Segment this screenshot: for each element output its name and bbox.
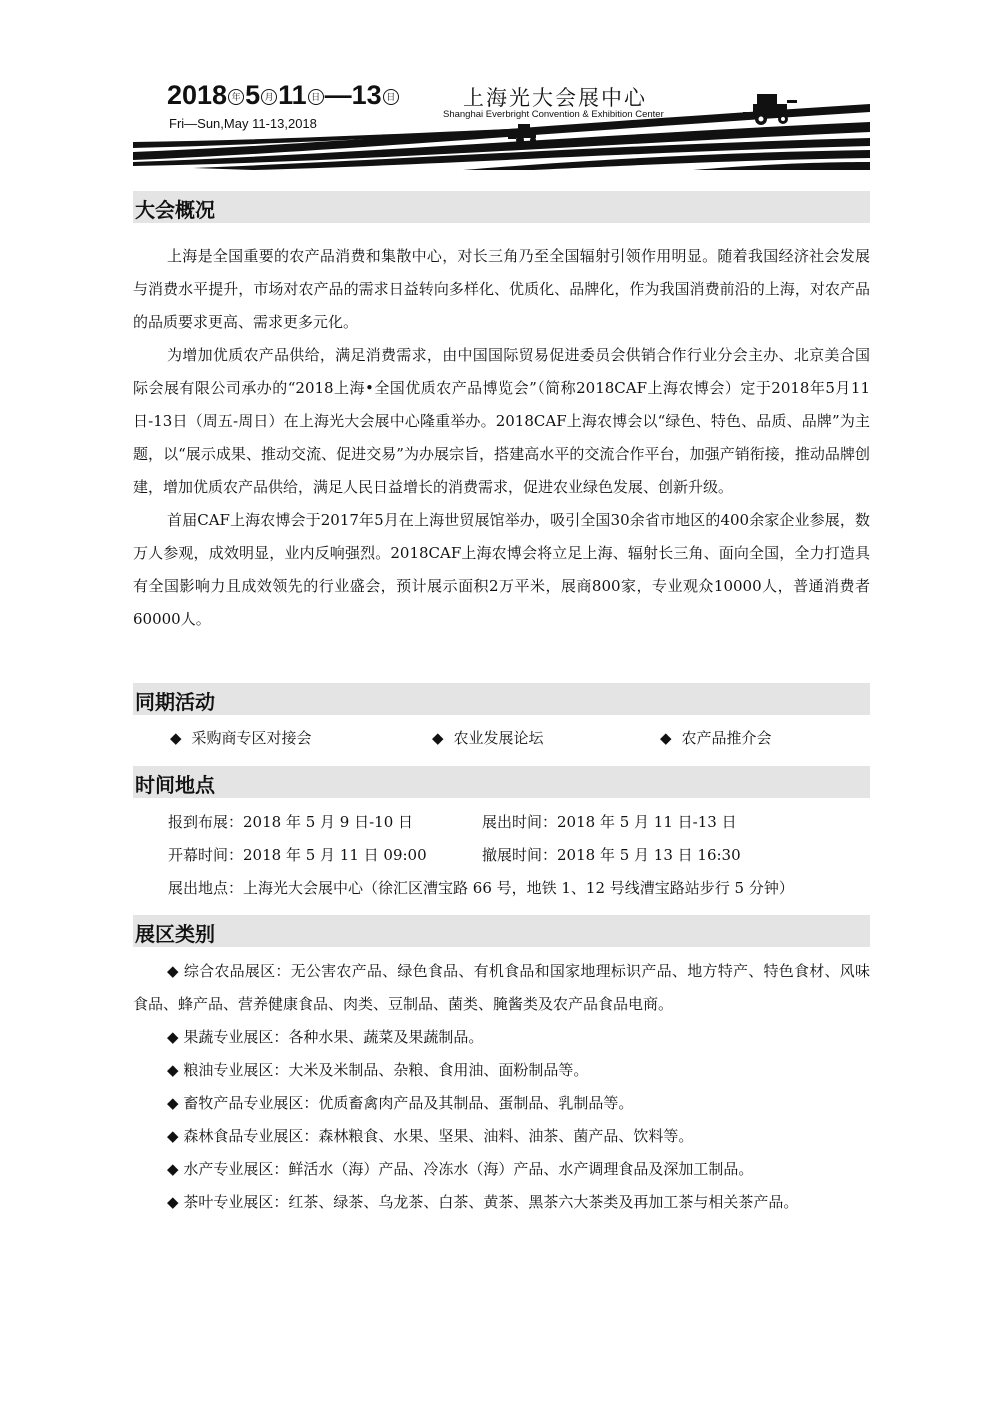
opening-time: 开幕时间：2018 年 5 月 11 日 09:00 xyxy=(168,846,427,864)
paragraph: 首届CAF上海农博会于2017年5月在上海世贸展馆举办，吸引全国30余省市地区的400余家企业参展，数万人参观，成效明显，业内反响强烈。2018CAF上海农博会将立足上海、辐射长三角、面向全国，全力打造具有全国影响力且成效领先的行业盛会，预计展示面积2万平米，展商800家，专业观众10000人，普通消费者60000人。 xyxy=(133,511,870,628)
exhibition-time: 展出时间：2018 年 5 月 11 日-13 日 xyxy=(482,813,737,831)
event-date-en: Fri—Sun,May 11-13,2018 xyxy=(169,116,317,131)
category-item: ◆ 森林食品专业展区：森林粮食、水果、坚果、油料、油茶、菌产品、饮料等。 xyxy=(133,1120,870,1153)
harvester-icon xyxy=(743,92,799,126)
category-item: ◆ 水产专业展区：鲜活水（海）产品、冷冻水（海）产品、水产调理食品及深加工制品。 xyxy=(133,1153,870,1186)
location: 展出地点：上海光大会展中心（徐汇区漕宝路 66 号，地铁 1、12 号线漕宝路站步行 5 分钟） xyxy=(168,879,794,897)
header-banner xyxy=(133,78,870,170)
event-date: 2018 年 5 月 11 日 —13 日 xyxy=(167,80,400,111)
checkin-time: 报到布展：2018 年 5 月 9 日-10 日 xyxy=(168,813,414,831)
activity-item: ◆ 农业发展论坛 xyxy=(432,727,544,748)
category-item: ◆ 果蔬专业展区：各种水果、蔬菜及果蔬制品。 xyxy=(133,1021,870,1054)
category-item: ◆ 茶叶专业展区：红茶、绿茶、乌龙茶、白茶、黄茶、黑茶六大茶类及再加工茶与相关茶产品。 xyxy=(133,1186,870,1219)
activity-item: ◆ 采购商专区对接会 xyxy=(170,727,312,748)
teardown-time: 撤展时间：2018 年 5 月 13 日 16:30 xyxy=(482,846,741,864)
category-item: ◆ 粮油专业展区：大米及米制品、杂粮、食用油、面粉制品等。 xyxy=(133,1054,870,1087)
paragraph: 上海是全国重要的农产品消费和集散中心，对长三角乃至全国辐射引领作用明显。随着我国经济社会发展与消费水平提升，市场对农产品的需求日益转向多样化、优质化、品牌化，作为我国消费前沿的上海，对农产品的品质要求更高、需求更多元化。 xyxy=(133,247,870,331)
paragraph: 为增加优质农产品供给，满足消费需求，由中国国际贸易促进委员会供销合作行业分会主办、北京美合国际会展有限公司承办的“2018上海•全国优质农产品博览会”（简称2018CAF上海农博会）定于2018年5月11日-13日（周五-周日）在上海光大会展中心隆重举办。2018CAF上海农博会以“绿色、特色、品质、品牌”为主题，以“展示成果、推动交流、促进交易”为办展宗旨，搭建高水平的交流合作平台，加强产销衔接，推动品牌创建，增加优质农产品供给，满足人民日益增长的消费需求，促进农业绿色发展、创新升级。 xyxy=(133,346,870,496)
section-activities xyxy=(133,683,870,715)
section-title: 大会概况 xyxy=(135,198,215,222)
section-title: 同期活动 xyxy=(135,690,215,714)
section-title: 时间地点 xyxy=(135,773,215,797)
venue-name-cn: 上海光大会展中心 xyxy=(463,86,647,110)
category-item: ◆ 畜牧产品专业展区：优质畜禽肉产品及其制品、蛋制品、乳制品等。 xyxy=(133,1087,870,1120)
category-list xyxy=(133,955,870,1219)
activity-item: ◆ 农产品推介会 xyxy=(660,727,772,748)
venue-name-en: Shanghai Everbright Convention & Exhibition Center xyxy=(443,109,664,120)
harvester-icon xyxy=(508,122,542,144)
section-title: 展区类别 xyxy=(135,922,215,946)
section-overview xyxy=(133,191,870,223)
section-time-place xyxy=(133,766,870,798)
category-item: ◆ 综合农品展区：无公害农产品、绿色食品、有机食品和国家地理标识产品、地方特产、特色食材、风味食品、蜂产品、营养健康食品、肉类、豆制品、菌类、腌酱类及农产品食品电商。 xyxy=(133,955,870,1021)
section-categories xyxy=(133,915,870,947)
overview-text xyxy=(133,240,870,636)
